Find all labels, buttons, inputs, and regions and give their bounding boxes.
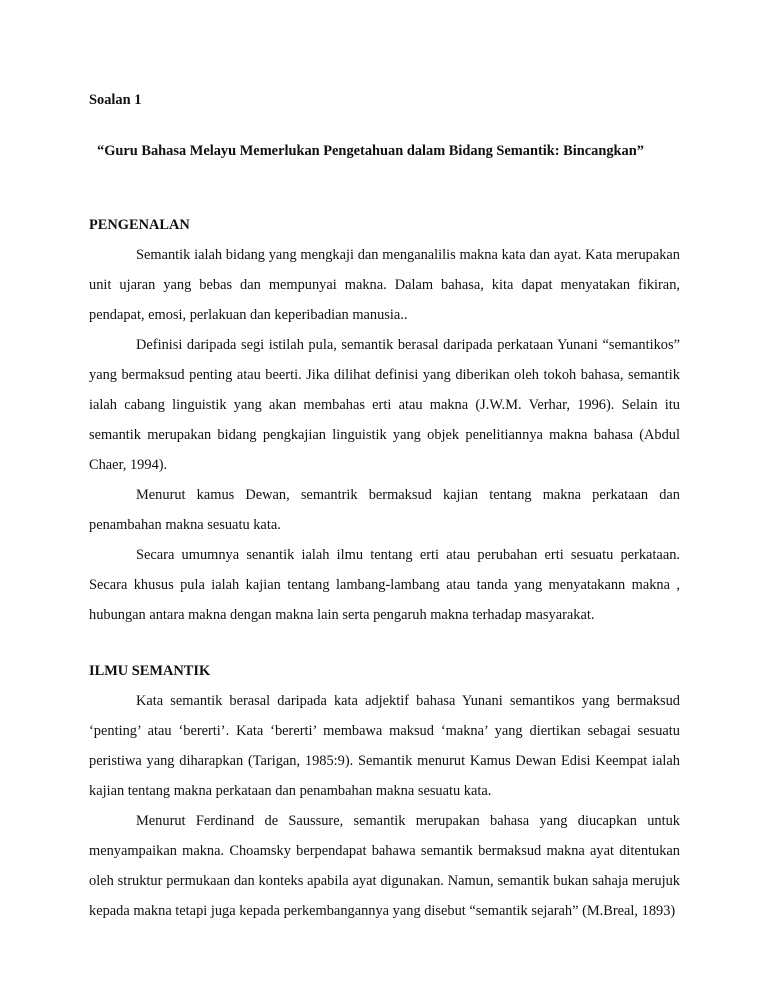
document-body [89,88,680,926]
paragraph: Secara umumnya senantik ialah ilmu tentang erti atau perubahan erti sesuatu perkataan. Secara khusus pula ialah kajian tentang lambang-lambang atau tanda yang menyatakann makna , hubungan antara makna dengan makna lain serta pengaruh makna terhadap masyarakat. [89,547,680,623]
question-title: “Guru Bahasa Melayu Memerlukan Pengetahuan dalam Bidang Semantik: Bincangkan” [97,143,644,159]
question-number: Soalan 1 [89,92,142,108]
paragraph: Definisi daripada segi istilah pula, semantik berasal daripada perkataan Yunani “semantikos” yang bermaksud penting atau beerti. Jika dilihat definisi yang diberikan oleh tokoh bahasa, semantik ialah cabang linguistik yang akan membahas erti atau makna (J.W.M. Verhar, 1996). Selain itu semantik merupakan bidang pengkajian linguistik yang objek penelitiannya makna bahasa (Abdul Chaer, 1994). [89,337,680,473]
paragraph: Kata semantik berasal daripada kata adjektif bahasa Yunani semantikos yang bermaksud ‘penting’ atau ‘bererti’. Kata ‘bererti’ membawa maksud ‘makna’ yang diertikan sebagai sesuatu peristiwa yang diharapkan (Tarigan, 1985:9). Semantik menurut Kamus Dewan Edisi Keempat ialah kajian tentang makna perkataan dan penambahan makna sesuatu kata. [89,693,680,799]
section-heading-ilmu-semantik: ILMU SEMANTIK [89,663,211,679]
paragraph: Menurut Ferdinand de Saussure, semantik merupakan bahasa yang diucapkan untuk menyampaikan makna. Choamsky berpendapat bahawa semantik bermaksud makna ayat ditentukan oleh struktur permukaan dan konteks apabila ayat digunakan. Namun, semantik bukan sahaja merujuk kepada makna tetapi juga kepada perkembangannya yang disebut “semantik sejarah” (M.Breal, 1893) [89,813,680,919]
paragraph: Semantik ialah bidang yang mengkaji dan menganalilis makna kata dan ayat. Kata merupakan unit ujaran yang bebas dan mempunyai makna. Dalam bahasa, kita dapat menyatakan fikiran, pendapat, emosi, perlakuan dan keperibadian manusia.. [89,247,680,323]
paragraph: Menurut kamus Dewan, semantrik bermaksud kajian tentang makna perkataan dan penambahan makna sesuatu kata. [89,487,680,533]
section-heading-pengenalan: PENGENALAN [89,217,190,233]
